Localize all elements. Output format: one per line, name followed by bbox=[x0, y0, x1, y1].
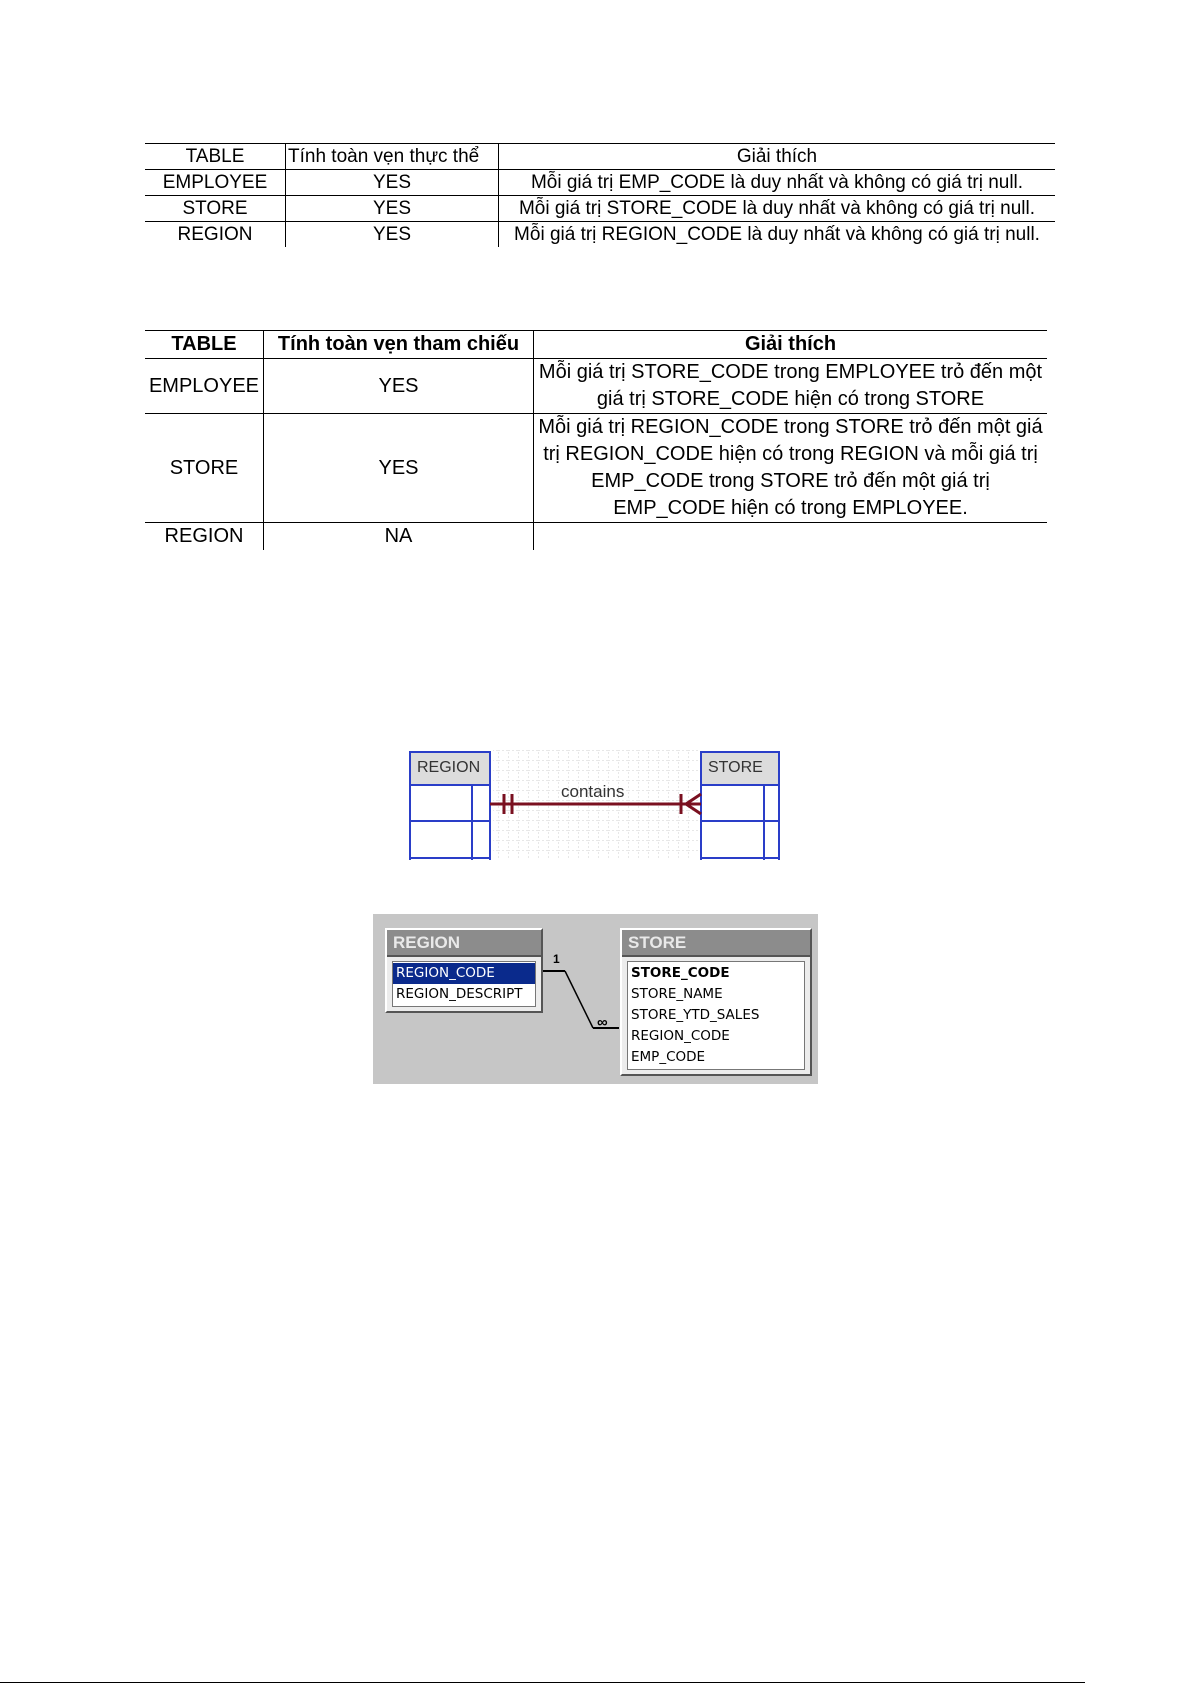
cardinality-one: 1 bbox=[553, 952, 560, 966]
cell-value: YES bbox=[264, 414, 534, 523]
entity-integrity-table bbox=[145, 143, 1055, 247]
cell-explanation: Mỗi giá trị STORE_CODE trong EMPLOYEE trỏ đến một giá trị STORE_CODE hiện có trong STORE bbox=[534, 359, 1048, 414]
cell-table: REGION bbox=[145, 523, 264, 551]
table-row bbox=[145, 414, 1047, 523]
store-table-title: STORE bbox=[622, 930, 810, 957]
cardinality-many: ∞ bbox=[597, 1014, 608, 1031]
field-store-ytd-sales[interactable]: STORE_YTD_SALES bbox=[631, 1007, 760, 1023]
table-row bbox=[145, 359, 1047, 414]
cell-table: STORE bbox=[145, 196, 286, 222]
header-entity-integrity: Tính toàn vẹn thực thể bbox=[286, 144, 499, 170]
er-diagram bbox=[408, 750, 783, 860]
header-table: TABLE bbox=[145, 144, 286, 170]
table-row bbox=[145, 523, 1047, 551]
header-table: TABLE bbox=[145, 331, 264, 359]
cell-value: YES bbox=[264, 359, 534, 414]
cell-table: EMPLOYEE bbox=[145, 359, 264, 414]
store-field-list bbox=[627, 961, 805, 1070]
cell-explanation: Mỗi giá trị STORE_CODE là duy nhất và không có giá trị null. bbox=[499, 196, 1056, 222]
cell-value: YES bbox=[286, 170, 499, 196]
table-row bbox=[145, 170, 1055, 196]
store-entity-label: STORE bbox=[708, 759, 763, 776]
table-row bbox=[145, 222, 1055, 248]
header-referential-integrity: Tính toàn vẹn tham chiếu bbox=[264, 331, 534, 359]
referential-integrity-table bbox=[145, 330, 1047, 550]
cell-value: NA bbox=[264, 523, 534, 551]
cell-explanation: Mỗi giá trị REGION_CODE trong STORE trỏ đến một giá trị REGION_CODE hiện có trong REGION và mỗi giá trị EMP_CODE trong STORE trỏ đến một giá trị EMP_CODE hiện có trong EMPLOYEE. bbox=[534, 414, 1048, 523]
field-region-descript[interactable]: REGION_DESCRIPT bbox=[396, 986, 523, 1002]
cell-table: EMPLOYEE bbox=[145, 170, 286, 196]
cell-explanation: Mỗi giá trị REGION_CODE là duy nhất và không có giá trị null. bbox=[514, 224, 1040, 245]
region-entity-label: REGION bbox=[417, 759, 481, 776]
store-table-box[interactable] bbox=[620, 928, 812, 1076]
cell-table: STORE bbox=[145, 414, 264, 523]
region-table-box[interactable] bbox=[385, 928, 543, 1013]
cell-value: YES bbox=[286, 222, 499, 248]
region-field-list bbox=[392, 961, 536, 1007]
cell-value: YES bbox=[286, 196, 499, 222]
header-explanation: Giải thích bbox=[534, 331, 1048, 359]
cell-explanation bbox=[534, 523, 1048, 551]
region-table-title: REGION bbox=[387, 930, 541, 957]
page-footer-rule bbox=[0, 1682, 1085, 1683]
header-explanation: Giải thích bbox=[499, 144, 1056, 170]
field-emp-code[interactable]: EMP_CODE bbox=[631, 1049, 706, 1065]
cell-table: REGION bbox=[145, 222, 286, 248]
field-region-code[interactable]: REGION_CODE bbox=[393, 963, 535, 984]
relationship-label: contains bbox=[561, 782, 625, 801]
table-row bbox=[145, 196, 1055, 222]
cell-explanation: Mỗi giá trị EMP_CODE là duy nhất và không có giá trị null. bbox=[499, 170, 1056, 196]
access-relationship-panel bbox=[373, 914, 818, 1084]
field-store-code[interactable]: STORE_CODE bbox=[631, 965, 730, 981]
field-region-code[interactable]: REGION_CODE bbox=[631, 1028, 730, 1044]
field-store-name[interactable]: STORE_NAME bbox=[631, 986, 723, 1002]
